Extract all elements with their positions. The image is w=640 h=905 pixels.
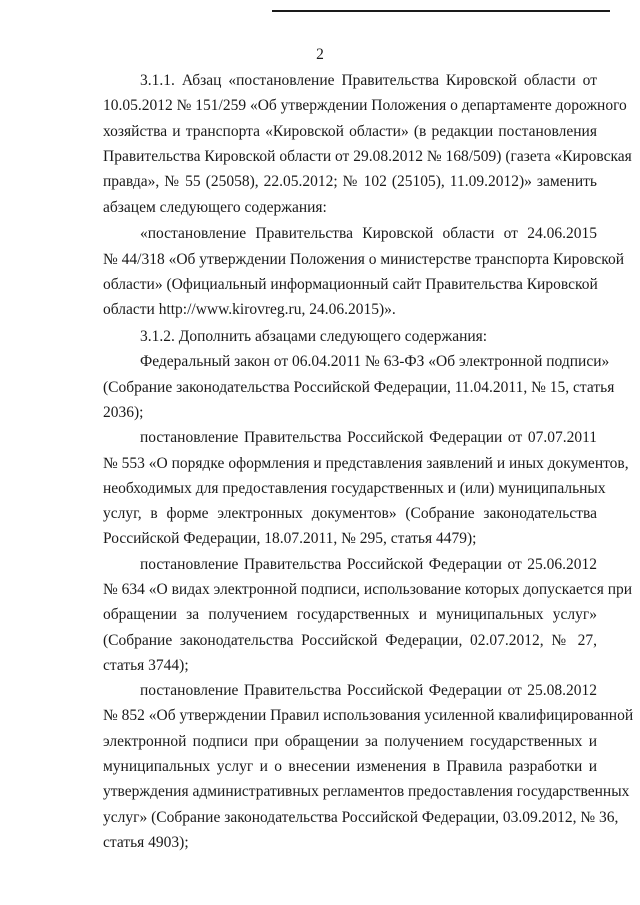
text-line: «постановление Правительства Кировской области от 24.06.2015 [140,225,597,242]
text-line: электронной подписи при обращении за получением государственных и [103,733,597,750]
text-line: № 852 «Об утверждении Правил использования усиленной квалифицированной [103,707,634,724]
text-line: области» (Официальный информационный сайт Правительства Кировской [103,276,598,293]
text-line: № 44/318 «Об утверждении Положения о министерстве транспорта Кировской [103,251,625,268]
text-line: услуг» (Собрание законодательства Российской Федерации, 03.09.2012, № 36, [103,809,619,826]
text-line: Федеральный закон от 06.04.2011 № 63-ФЗ «Об электронной подписи» [140,353,610,370]
text-line: 2036); [103,404,144,421]
header-rule [272,10,610,12]
text-line: (Собрание законодательства Российской Федерации, 02.07.2012, № 27, [103,632,597,649]
text-line: Правительства Кировской области от 29.08.2012 № 168/509) (газета «Кировская [103,148,632,165]
text-line: 10.05.2012 № 151/259 «Об утверждении Положения о департаменте дорожного [103,97,627,114]
text-line: № 553 «О порядке оформления и представления заявлений и иных документов, [103,455,629,472]
text-line: постановление Правительства Российской Федерации от 07.07.2011 [140,429,597,446]
text-line: Российской Федерации, 18.07.2011, № 295, статья 4479); [103,530,477,547]
text-line: постановление Правительства Российской Федерации от 25.06.2012 [140,556,597,573]
text-line: обращении за получением государственных и муниципальных услуг» [103,606,597,623]
text-line: № 634 «О видах электронной подписи, использование которых допускается при [103,581,633,598]
text-line: абзацем следующего содержания: [103,199,327,216]
text-line: 3.1.1. Абзац «постановление Правительства Кировской области от [140,72,597,89]
text-line: правда», № 55 (25058), 22.05.2012; № 102 (25105), 11.09.2012)» заменить [103,173,597,190]
text-line: статья 3744); [103,657,189,674]
page-number: 2 [316,46,324,63]
text-line: необходимых для предоставления государственных и (или) муниципальных [103,480,606,497]
text-line: постановление Правительства Российской Федерации от 25.08.2012 [140,682,597,699]
text-line: 3.1.2. Дополнить абзацами следующего содержания: [140,328,488,345]
text-line: (Собрание законодательства Российской Федерации, 11.04.2011, № 15, статья [103,379,615,396]
text-line: утверждения административных регламентов предоставления государственных [103,783,630,800]
text-line: муниципальных услуг и о внесении изменения в Правила разработки и [103,758,597,775]
text-line: области http://www.kirovreg.ru, 24.06.2015)». [103,301,396,318]
text-line: статья 4903); [103,834,189,851]
text-line: услуг, в форме электронных документов» (Собрание законодательства [103,505,597,522]
text-line: хозяйства и транспорта «Кировской области» (в редакции постановления [103,123,597,140]
